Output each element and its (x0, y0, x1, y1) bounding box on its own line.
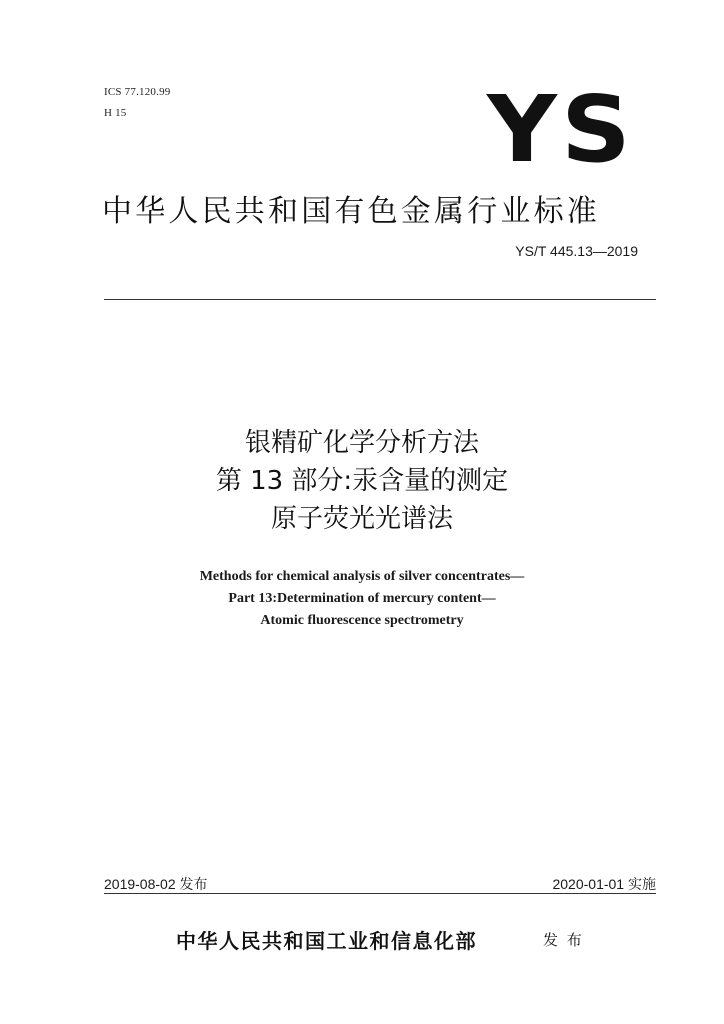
english-title-line-3: Atomic fluorescence spectrometry (260, 613, 464, 628)
ys-logo: YS (487, 76, 635, 183)
english-title-line-1: Methods for chemical analysis of silver concentrates— (199, 569, 525, 584)
english-title-line-2: Part 13:Determination of mercury content— (228, 591, 496, 606)
english-title (0, 566, 724, 632)
standard-code: YS/T 445.13—2019 (515, 243, 638, 259)
top-divider (104, 299, 656, 300)
bottom-divider (104, 893, 656, 894)
chinese-title (0, 424, 724, 538)
classification-code: H 15 (104, 107, 127, 119)
chinese-title-line-2: 第 13 部分:汞含量的测定 (215, 466, 509, 496)
ics-code: ICS 77.120.99 (104, 86, 171, 98)
issuing-authority: 中华人民共和国工业和信息化部 (176, 929, 477, 953)
chinese-title-line-3: 原子荧光光谱法 (270, 504, 453, 534)
issue-date: 2019-08-02 发布 (104, 876, 208, 892)
standard-org-title: 中华人民共和国有色金属行业标准 (102, 194, 600, 229)
implementation-date: 2020-01-01 实施 (552, 876, 656, 892)
issuing-suffix: 发 布 (543, 931, 584, 949)
chinese-title-line-1: 银精矿化学分析方法 (244, 428, 479, 458)
